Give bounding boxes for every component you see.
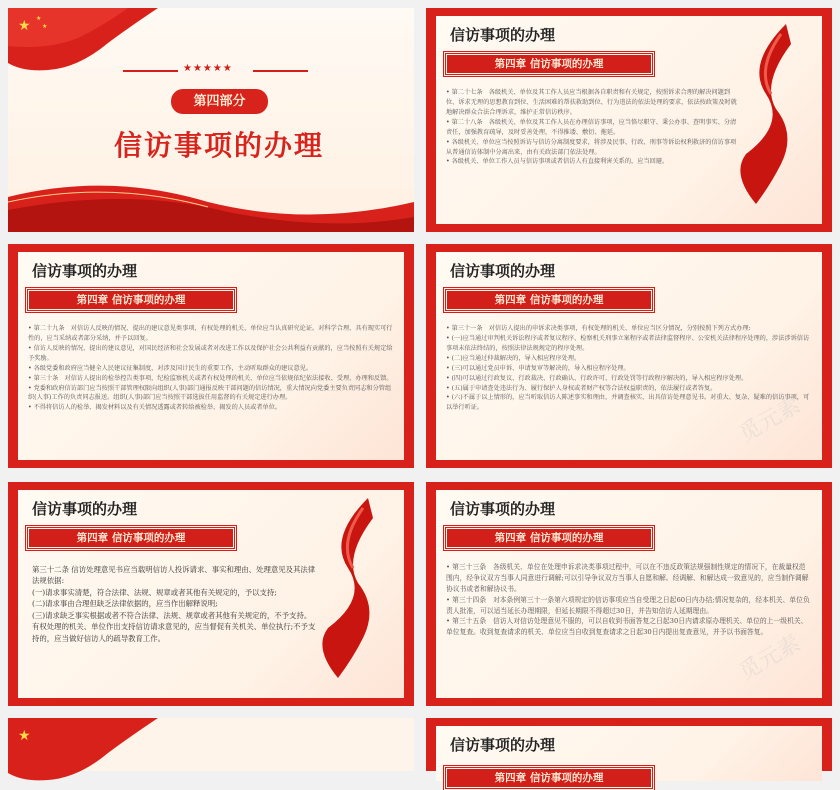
slide-body <box>32 564 319 644</box>
red-wave-decoration <box>8 172 414 232</box>
paragraph: • (一)应当通过审判机关诉讼程序或者复议程序、检察机关刑事立案程序或者法律监督程序、公安机关法律程序处理的，涉法涉诉信访事项未依法终结的，按照法律法规规定的程序处理。 <box>446 334 812 354</box>
chapter-banner: 第四章 信访事项的办理 <box>444 526 654 550</box>
slide-6[interactable] <box>426 482 832 706</box>
slide-content <box>436 490 822 698</box>
svg-text:★: ★ <box>18 18 31 34</box>
slide-title: 信访事项的办理 <box>450 262 556 280</box>
paragraph: • 第三十条 对信访人提出的检举控告类事项，纪检监察机关或者有权处理的机关、单位应当依规依纪依法接收、受理、办理和反馈。 <box>28 374 394 384</box>
paragraph: (二)请求事由合理但缺乏法律依据的，应当作出解释说明; <box>32 599 218 609</box>
slide-content <box>436 16 822 224</box>
paragraph: • (四)可以通过行政复议、行政裁决、行政确认、行政许可、行政处罚等行政程序解决的，导入相应程序处理。 <box>446 374 812 384</box>
slide-5[interactable] <box>8 482 414 706</box>
paragraph: • (五)属于申请查处违法行为、履行保护人身权或者财产权等合法权益职责的，依法履行或者答复。 <box>446 384 812 394</box>
slide-3[interactable] <box>8 244 414 468</box>
slide-content <box>18 490 404 698</box>
slide-body <box>446 88 742 167</box>
slide-title: 信访事项的办理 <box>450 26 556 44</box>
decor-line-right <box>253 70 308 72</box>
paragraph: (三)请求缺乏事实根据或者不符合法律、法规、规章或者其他有关规定的，不予支持。 <box>32 610 312 620</box>
paragraph: • (三)可以通过党员申诉、申请复审等解决的，导入相应程序处理。 <box>446 364 812 374</box>
svg-text:★: ★ <box>36 15 42 22</box>
paragraph: • 第三十五条 信访人对信访处理意见不服的，可以自收到书面答复之日起30日内请求原办理机关、单位的上一级机关、单位复查。收到复查请求的机关、单位应当自收到复查请求之日起30日内提出复查意见，并予以书面答复。 <box>446 616 812 638</box>
paragraph: • 不得将信访人的检举、揭发材料以及有关情况透露或者转给被检举、揭发的人员或者单位。 <box>28 403 394 413</box>
decor-line-left <box>123 70 178 72</box>
red-flag-icon <box>8 8 158 78</box>
red-flag-icon <box>8 718 158 788</box>
paragraph: (一)请求事实清楚，符合法律、法规、规章或者其他有关规定的，予以支持; <box>32 587 277 597</box>
paragraph: 有权处理的机关、单位作出支持信访请求意见的，应当督促有关机关、单位执行;不予支持的，应当做好信访人的疏导教育工作。 <box>32 622 316 643</box>
slide-8-partial[interactable] <box>426 718 832 784</box>
stars-icon: ★★★★★ <box>183 63 233 74</box>
paragraph: • 第二十七条 各级机关、单位及其工作人员应当根据各自职责和有关规定，按照诉求合理的解决问题到位、诉求无理的思想教育到位、生活困难的帮扶救助到位、行为违法的依法处理的要求，依法按政策及时就地解决群众合法合理诉求，维护正常信访秩序。 <box>446 88 742 118</box>
chapter-banner: 第四章 信访事项的办理 <box>444 52 654 76</box>
chapter-banner: 第四章 信访事项的办理 <box>26 526 236 550</box>
chapter-banner: 第四章 信访事项的办理 <box>26 288 236 312</box>
slide-cover[interactable] <box>8 8 414 232</box>
watermark: 觅元素 <box>735 392 805 448</box>
paragraph: • 党委和政府信访部门应当按照干部管理权限向组织(人事)部门通报反映干部问题的信访情况，重大情况向党委主要负责同志和分管组织(人事)工作的负责同志报送。组织(人事)部门应当按照干部选拔任用监督的有关规定进行办理。 <box>28 384 394 404</box>
slide-4[interactable] <box>426 244 832 468</box>
slide-content <box>436 726 822 784</box>
cover-background <box>8 8 414 232</box>
paragraph: • 第二十九条 对信访人反映的情况、提出的建议意见类事项，有权处理的机关、单位应当认真研究论证。对科学合理、具有现实可行性的，应当采纳或者部分采纳，并予以回复。 <box>28 324 394 344</box>
slide-body <box>28 324 394 413</box>
slide-body <box>446 562 812 638</box>
paragraph: • 第三十四条 对本条例第三十一条第六项规定的信访事项应当自受理之日起60日内办结;情况复杂的，经本机关、单位负责人批准，可以适当延长办理期限，但延长期限不得超过30日，并告知信访人延期理由。 <box>446 595 812 617</box>
watermark: 觅元素 <box>735 630 805 686</box>
slide-7-partial[interactable] <box>8 718 414 771</box>
slide-content <box>436 252 822 460</box>
chapter-banner: 第四章 信访事项的办理 <box>444 766 654 790</box>
paragraph: • (二)应当通过仲裁解决的，导入相应程序处理。 <box>446 354 812 364</box>
svg-text:★: ★ <box>42 23 48 30</box>
slide-2[interactable] <box>426 8 832 232</box>
slide-title: 信访事项的办理 <box>450 500 556 518</box>
slide-body <box>446 324 812 413</box>
slide-content <box>18 252 404 460</box>
cover-title: 信访事项的办理 <box>114 129 325 162</box>
paragraph: • 第三十一条 对信访人提出的申诉求决类事项，有权处理的机关、单位应当区分情况，分别按照下列方式办理: <box>446 324 812 334</box>
part-badge: 第四部分 <box>171 89 268 114</box>
slide-title: 信访事项的办理 <box>32 262 138 280</box>
svg-text:★: ★ <box>18 728 31 744</box>
paragraph: • 各级机关、单位应当按照诉访与信访分离制度要求，将涉及民事、行政、刑事等诉讼权利救济的信访事项从普通信访体制中分离出来，由有关政法部门依法处理。 <box>446 138 742 158</box>
paragraph: 第三十二条 信访处理意见书应当载明信访人投诉请求、事实和理由、处理意见及其法律法规依据: <box>32 565 316 586</box>
chapter-banner: 第四章 信访事项的办理 <box>444 288 654 312</box>
slide-title: 信访事项的办理 <box>450 736 556 754</box>
paragraph: • (六)不属于以上情形的，应当听取信访人陈述事实和理由，并调查核实，出具信访处理意见书。对重大、复杂、疑难的信访事项，可以举行听证。 <box>446 393 812 413</box>
paragraph: • 第二十八条 各级机关、单位及其工作人员在办理信访事项，应当恪尽职守、秉公办事、查明事实、分清责任，加强教育疏导，及时妥善处理，不得推诿、敷衍、拖延。 <box>446 118 742 138</box>
paragraph: • 各级党委和政府应当健全人民建议征集制度，对涉及国计民生的重要工作，主动听取群众的建议意见。 <box>28 364 394 374</box>
slide-title: 信访事项的办理 <box>32 500 138 518</box>
paragraph: • 第三十三条 各级机关、单位在处理申诉求决类事项过程中，可以在不违反政策法规强制性规定的情况下，在裁量权范围内，经争议双方当事人同意进行调解;可以引导争议双方当事人自愿和解。经调解、和解达成一致意见的，应当制作调解协议书或者和解协议书。 <box>446 562 812 595</box>
paragraph: • 各级机关、单位工作人员与信访事项或者信访人有直接利害关系的，应当回避。 <box>446 157 742 167</box>
paragraph: • 信访人反映的情况、提出的建议意见，对国民经济和社会发展或者对改进工作以及保护社会公共利益有贡献的，应当按照有关规定给予奖励。 <box>28 344 394 364</box>
